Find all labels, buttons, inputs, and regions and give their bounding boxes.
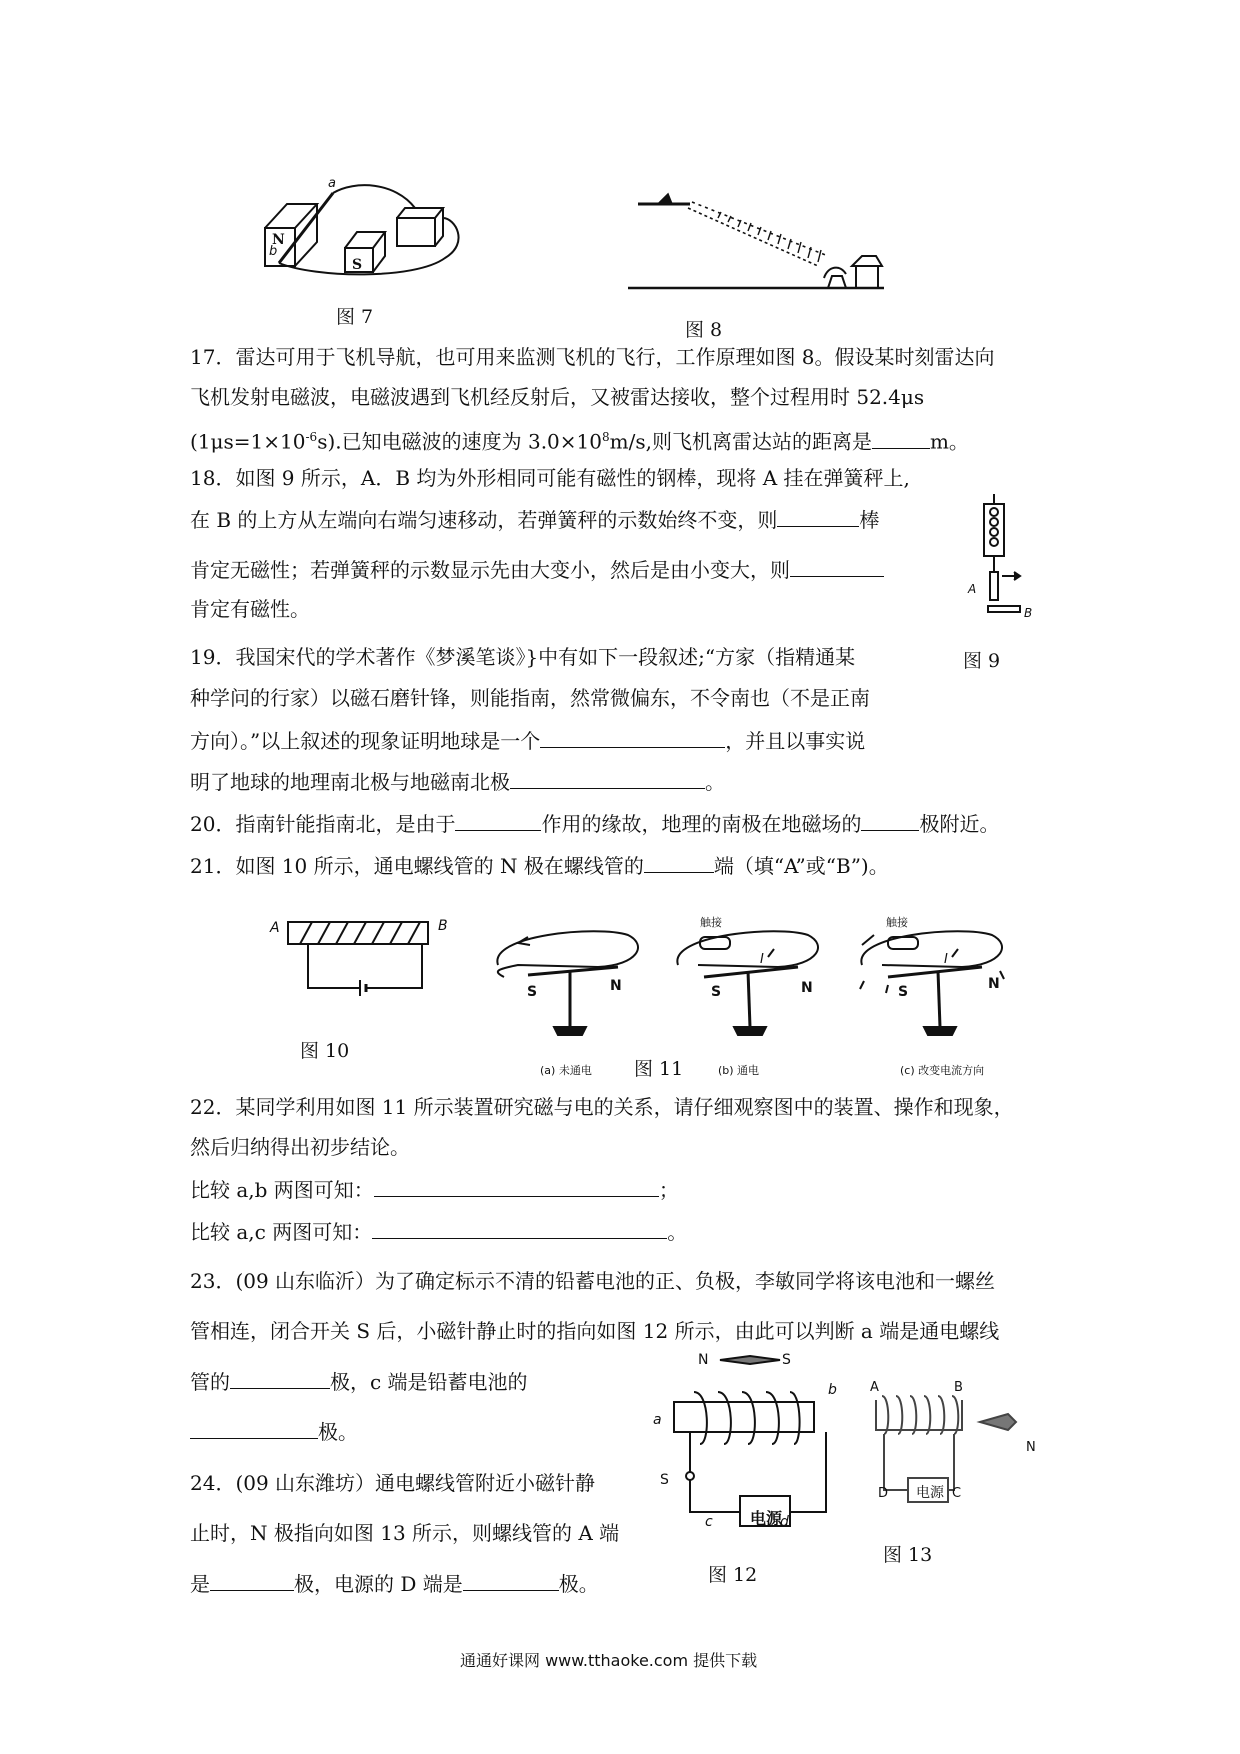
q20-text-a: 20．指南针能指南北，是由于 xyxy=(190,812,456,836)
q23-line-1: 23．(09 山东临沂）为了确定标示不清的铅蓄电池的正、负极，李敏同学将该电池和一螺丝 xyxy=(190,1269,996,1293)
q23-answer-blank-1[interactable] xyxy=(230,1366,330,1389)
question-20 xyxy=(190,808,999,839)
q22-answer-blank-2[interactable] xyxy=(372,1216,667,1239)
q18-line-1: 18．如图 9 所示，A．B 均为外形相同可能有磁性的钢棒，现将 A 挂在弹簧秤上, xyxy=(190,466,910,490)
q19-text-d: 。 xyxy=(705,770,725,794)
q22-line-4 xyxy=(190,1216,687,1247)
q19-line-1: 19．我国宋代的学术著作《梦溪笔谈》}中有如下一段叙述;“方家（指精通某 xyxy=(190,645,856,669)
figure-9-drawing xyxy=(980,492,1040,622)
q17-text-end: m。 xyxy=(929,429,969,454)
figure-11-caption: 图 11 xyxy=(634,1058,684,1080)
q19-text-c: 明了地球的地理南北极与地磁南北极 xyxy=(190,770,510,794)
q17-sup-2: 8 xyxy=(601,430,610,444)
figure-8-drawing xyxy=(628,188,886,288)
figure-11-c-current: I xyxy=(944,952,948,967)
figure-12-needle-n: N xyxy=(698,1352,709,1368)
q21-text-b: 端（填“A”或“B”)。 xyxy=(713,854,889,878)
q17-text-a: (1μs=1×10 xyxy=(190,429,306,454)
q24-line-1: 24．(09 山东潍坊）通电螺线管附近小磁针静 xyxy=(190,1471,596,1495)
q21-answer-blank[interactable] xyxy=(644,850,714,873)
q21-text-a: 21．如图 10 所示，通电螺线管的 N 极在螺线管的 xyxy=(190,854,644,878)
q20-answer-blank-2[interactable] xyxy=(861,808,919,831)
figure-12-needle-s: S xyxy=(782,1352,791,1368)
q18-text-b: 棒 xyxy=(859,508,880,532)
figure-11-b-current: I xyxy=(760,952,764,967)
q22-text-a: 比较 a,b 两图可知： xyxy=(190,1178,374,1202)
q23-line-2: 管相连，闭合开关 S 后，小磁针静止时的指向如图 12 所示，由此可以判断 a 端是通电螺线 xyxy=(190,1319,1000,1343)
figure-13-power: 电源 xyxy=(916,1485,944,1501)
q19-text-b: ，并且以事实说 xyxy=(725,729,866,753)
figure-11-touch-b: 触接 xyxy=(700,916,722,929)
figure-7-magnet-s: S xyxy=(352,257,363,273)
q22-line-1: 22．某同学利用如图 11 所示装置研究磁与电的关系，请仔细观察图中的装置、操作和现象， xyxy=(190,1095,1014,1119)
q18-line-2 xyxy=(190,504,879,535)
figure-11-c-n: N xyxy=(988,976,1000,992)
figure-12-caption: 图 12 xyxy=(708,1564,758,1586)
q19-line-3 xyxy=(190,725,865,756)
q24-answer-blank-1[interactable] xyxy=(210,1568,294,1591)
figure-13-caption: 图 13 xyxy=(883,1544,933,1566)
q24-text-a: 是 xyxy=(190,1572,210,1596)
figure-13-label-c: C xyxy=(952,1486,962,1501)
q18-text-c: 肯定无磁性；若弹簧秤的示数显示先由大变小，然后是由小变大，则 xyxy=(190,558,790,582)
q18-answer-blank-1[interactable] xyxy=(777,504,859,527)
figure-11-sub-b: (b) 通电 xyxy=(718,1064,760,1077)
figure-7-magnet-n: N xyxy=(272,232,285,248)
q23-text-b: 极，c 端是铅蓄电池的 xyxy=(330,1370,528,1394)
q22-line-3 xyxy=(190,1174,679,1205)
figure-7-caption: 图 7 xyxy=(336,306,374,328)
q17-line-3 xyxy=(190,422,969,457)
q22-text-c: 比较 a,c 两图可知： xyxy=(190,1220,373,1244)
figure-7-label-b: b xyxy=(269,244,278,259)
figure-10-drawing xyxy=(278,918,438,1008)
figure-13-label-d: D xyxy=(878,1486,889,1501)
q17-line-2: 飞机发射电磁波，电磁波遇到飞机经反射后，又被雷达接收，整个过程用时 52.4μs xyxy=(190,385,925,409)
q24-line-2: 止时，N 极指向如图 13 所示，则螺线管的 A 端 xyxy=(190,1521,620,1545)
q23-answer-blank-2[interactable] xyxy=(190,1416,318,1439)
figure-11-drawing xyxy=(478,905,1058,1055)
figure-12-label-b: b xyxy=(828,1382,837,1398)
q19-answer-blank-2[interactable] xyxy=(510,766,705,789)
q18-text-a: 在 B 的上方从左端向右端匀速移动，若弹簧秤的示数始终不变，则 xyxy=(190,508,778,532)
figure-11-sub-c: (c) 改变电流方向 xyxy=(900,1064,985,1077)
q23-line-3 xyxy=(190,1366,528,1397)
q17-text-c: m/s,则飞机离雷达站的距离是 xyxy=(609,429,872,454)
figure-10-label-b: B xyxy=(438,918,448,934)
q19-answer-blank-1[interactable] xyxy=(540,725,725,748)
figure-11-c-s: S xyxy=(898,984,909,1000)
figure-10-label-a: A xyxy=(270,920,280,936)
q24-answer-blank-2[interactable] xyxy=(463,1568,559,1591)
q23-line-4 xyxy=(190,1416,358,1447)
figure-9-caption: 图 9 xyxy=(963,650,1001,672)
q19-text-a: 方向）。”以上叙述的现象证明地球是一个 xyxy=(190,729,541,753)
figure-13-label-a: A xyxy=(870,1380,879,1395)
figure-11-touch-c: 触接 xyxy=(886,916,908,929)
q24-text-b: 极，电源的 D 端是 xyxy=(294,1572,463,1596)
q23-text-a: 管的 xyxy=(190,1370,230,1394)
q22-text-d: 。 xyxy=(667,1220,688,1244)
figure-12-label-c: c xyxy=(705,1514,713,1530)
q20-text-b: 作用的缘故，地理的南极在地磁场的 xyxy=(541,812,862,836)
q17-line-1: 17．雷达可用于飞机导航，也可用来监测飞机的飞行，工作原理如图 8。假设某时刻雷达向 xyxy=(190,345,995,369)
figure-13-drawing xyxy=(868,1390,1033,1520)
figure-11-a-n: N xyxy=(610,978,622,994)
q18-line-4: 肯定有磁性。 xyxy=(190,597,310,621)
q18-answer-blank-2[interactable] xyxy=(790,554,884,577)
figure-13-label-b: B xyxy=(954,1380,963,1395)
q20-text-c: 极附近。 xyxy=(919,812,1000,836)
figure-12-label-d: d xyxy=(780,1514,789,1530)
q23-text-c: 极。 xyxy=(318,1420,358,1444)
q17-sup-1: -6 xyxy=(305,430,318,444)
q24-text-c: 极。 xyxy=(558,1572,599,1596)
figure-9-label-a: A xyxy=(968,582,977,596)
footer-text: 通通好课网 www.tthaoke.com 提供下载 xyxy=(460,1651,758,1670)
figure-7-drawing xyxy=(255,188,505,278)
figure-9-label-b: B xyxy=(1024,606,1033,620)
figure-11-sub-a: (a) 未通电 xyxy=(540,1064,592,1077)
figure-13-needle-n: N xyxy=(1026,1440,1036,1455)
q20-answer-blank-1[interactable] xyxy=(455,808,541,831)
q17-text-b: s).已知电磁波的速度为 3.0×10 xyxy=(317,429,602,454)
figure-12-switch-label: S xyxy=(660,1472,669,1488)
q22-answer-blank-1[interactable] xyxy=(374,1174,659,1197)
figure-7-label-a: a xyxy=(328,176,336,191)
q24-line-3 xyxy=(190,1568,599,1599)
q19-line-4 xyxy=(190,766,725,797)
figure-12-label-a: a xyxy=(653,1412,662,1428)
figure-11-b-n: N xyxy=(801,980,813,996)
q18-line-3 xyxy=(190,554,884,585)
q19-line-2: 种学问的行家）以磁石磨针锋，则能指南，然常微偏东，不令南也（不是正南 xyxy=(190,686,870,710)
figure-10-caption: 图 10 xyxy=(300,1040,350,1062)
q17-answer-blank[interactable] xyxy=(872,426,930,449)
figure-12-power: 电源 xyxy=(750,1509,783,1528)
figure-11-b-s: S xyxy=(711,984,722,1000)
figure-11-a-s: S xyxy=(527,984,538,1000)
question-21 xyxy=(190,850,889,881)
q22-line-2: 然后归纳得出初步结论。 xyxy=(190,1135,410,1159)
figure-8-caption: 图 8 xyxy=(685,319,723,341)
q22-text-b: ； xyxy=(658,1178,679,1202)
